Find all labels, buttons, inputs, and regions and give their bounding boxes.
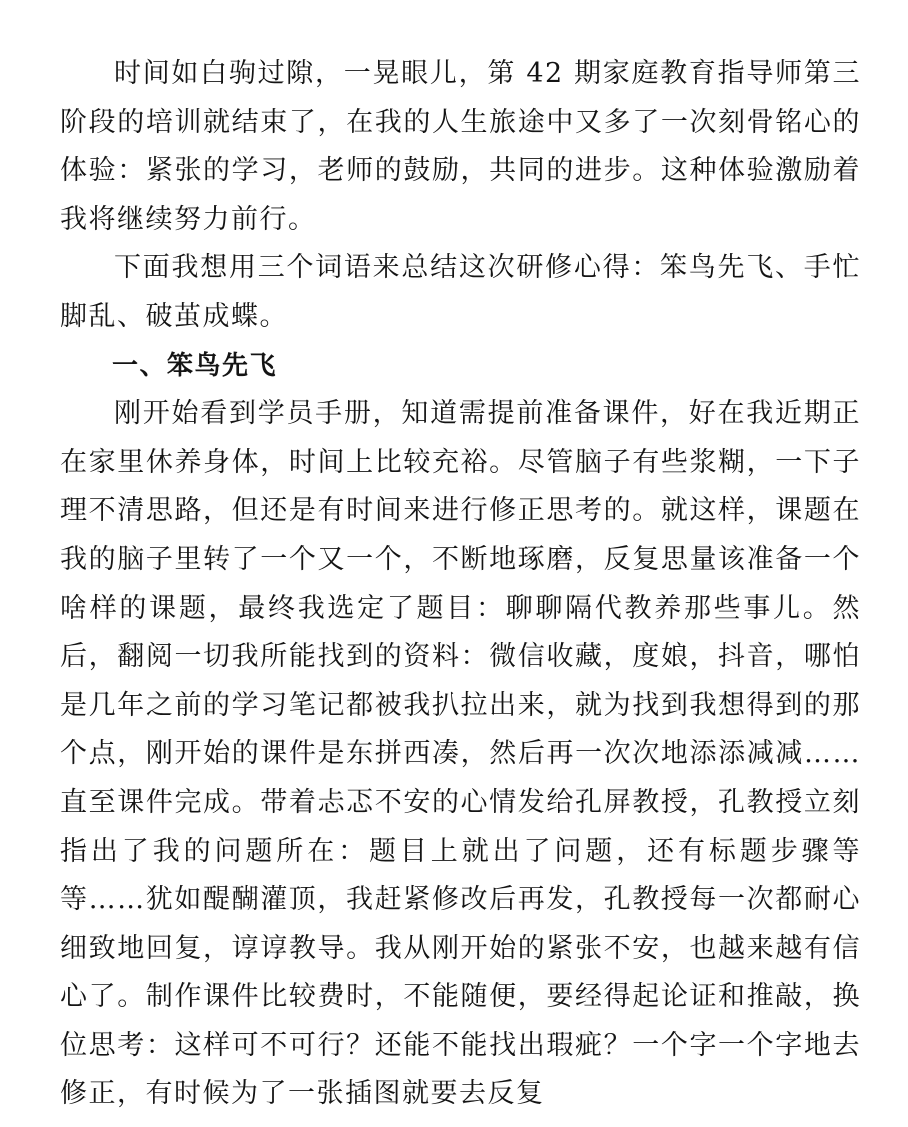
intro-paragraph: 时间如白驹过隙，一晃眼儿，第 42 期家庭教育指导师第三阶段的培训就结束了，在我的人生旅途中又多了一次刻骨铭心的体验：紧张的学习，老师的鼓励，共同的进步。这种体验激励着我将继续努力前行。 [60,58,861,235]
section-heading: 一、笨鸟先飞 [112,350,278,381]
section-body-paragraph: 刚开始看到学员手册，知道需提前准备课件，好在我近期正在家里休养身体，时间上比较充裕。尽管脑子有些浆糊，一下子理不清思路，但还是有时间来进行修正思考的。就这样，课题在我的脑子里转了一个又一个，不断地琢磨，反复思量该准备一个啥样的课题，最终我选定了题目：聊聊隔代教养那些事儿。然后，翻阅一切我所能找到的资料：微信收藏，度娘，抖音，哪怕是几年之前的学习笔记都被我扒拉出来，就为找到我想得到的那个点，刚开始的课件是东拼西凑，然后再一次次地添添减减……直至课件完成。带着忐忑不安的心情发给孔屏教授，孔教授立刻指出了我的问题所在：题目上就出了问题，还有标题步骤等等……犹如醍醐灌顶，我赶紧修改后再发，孔教授每一次都耐心细致地回复，谆谆教导。我从刚开始的紧张不安，也越来越有信心了。制作课件比较费时，不能随便，要经得起论证和推敲，换位思考：这样可不可行？还能不能找出瑕疵？一个字一个字地去修正，有时候为了一张插图就要去反复 [60,398,861,1110]
summary-paragraph: 下面我想用三个词语来总结这次研修心得：笨鸟先飞、手忙脚乱、破茧成蝶。 [60,252,861,332]
